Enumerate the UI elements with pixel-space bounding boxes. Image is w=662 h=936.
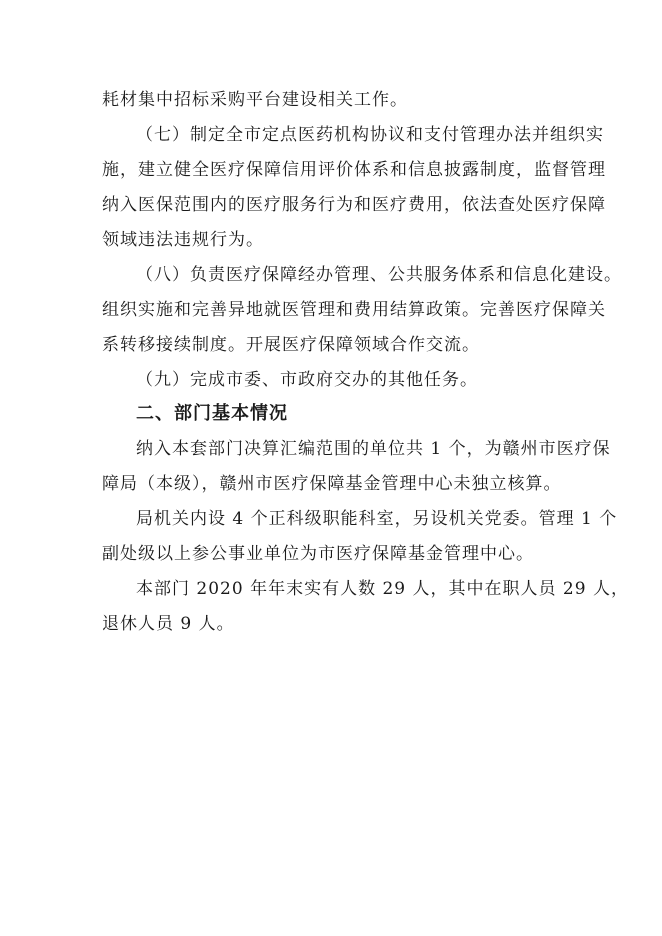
text-line: 障局（本级），赣州市医疗保障基金管理中心未独立核算。 xyxy=(102,474,562,494)
section-heading: 二、部门基本情况 xyxy=(136,403,288,424)
text-line: 局机关内设 4 个正科级职能科室，另设机关党委。管理 1 个 xyxy=(136,509,618,529)
text-line: 耗材集中招标采购平台建设相关工作。 xyxy=(102,90,408,110)
text-line: 退休人员 9 人。 xyxy=(102,614,235,634)
text-line: （九）完成市委、市政府交办的其他任务。 xyxy=(136,370,478,390)
text-line: 纳入本套部门决算汇编范围的单位共 1 个，为赣州市医疗保 xyxy=(136,439,611,459)
text-line: 副处级以上参公事业单位为市医疗保障基金管理中心。 xyxy=(102,544,534,564)
text-line: 施，建立健全医疗保障信用评价体系和信息披露制度，监督管理 xyxy=(102,160,606,180)
text-line: 领域违法违规行为。 xyxy=(102,230,264,250)
text-line: （八）负责医疗保障经办管理、公共服务体系和信息化建设。 xyxy=(136,265,622,285)
text-line: （七）制定全市定点医药机构协议和支付管理办法并组织实 xyxy=(136,125,604,145)
text-line: 纳入医保范围内的医疗服务行为和医疗费用，依法查处医疗保障 xyxy=(102,195,606,215)
text-line: 系转移接续制度。开展医疗保障领域合作交流。 xyxy=(102,335,480,355)
text-line: 本部门 2020 年年末实有人数 29 人，其中在职人员 29 人， xyxy=(136,579,629,599)
text-line: 组织实施和完善异地就医管理和费用结算政策。完善医疗保障关 xyxy=(102,300,606,320)
